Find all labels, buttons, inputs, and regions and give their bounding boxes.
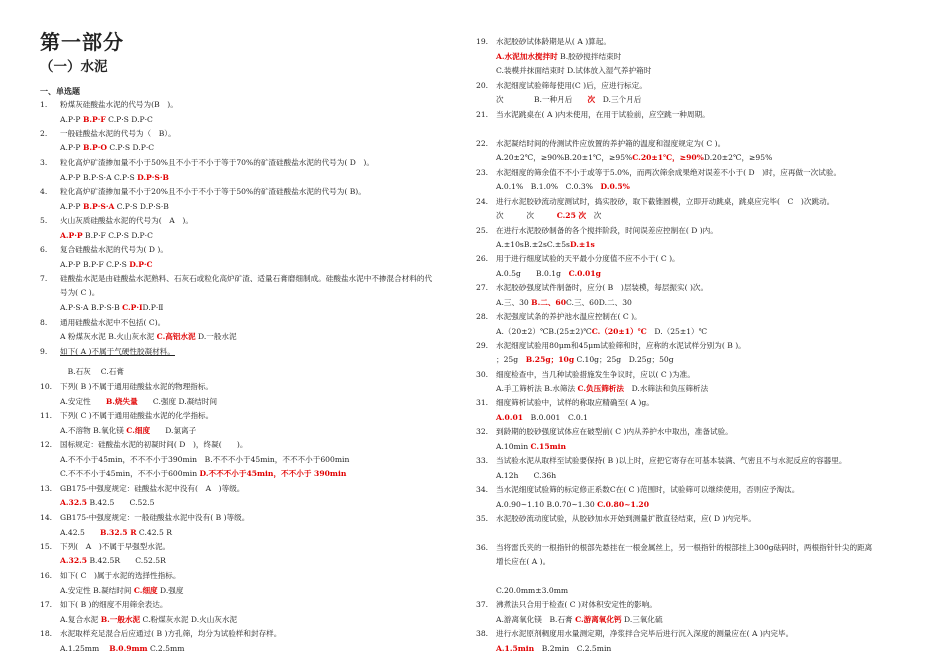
line-text: 水泥胶砂流动度试验，从胶砂加水开始到测量扩散直径结束，应( D )内完毕。 — [496, 514, 756, 523]
question-line — [40, 129, 176, 139]
question-number: 36. — [476, 543, 489, 552]
section-heading: 一、单选题 — [40, 86, 80, 96]
question-number: 17. — [40, 600, 53, 609]
options-line — [40, 231, 153, 241]
line-text: B.42.5R C.52.5R — [87, 556, 166, 565]
answer-highlight: B.P·S·A — [82, 202, 115, 211]
question-line — [476, 398, 654, 408]
options-line — [476, 327, 707, 337]
line-text: 增长应在( A )。 — [496, 557, 551, 566]
answer-highlight: C.游离氧化钙 — [575, 615, 622, 624]
line-text: A.三、30 — [496, 298, 532, 307]
options-line — [40, 498, 154, 508]
question-number: 28. — [476, 312, 489, 321]
line-text: C.P·S D.P·C — [106, 143, 155, 152]
line-text: B.42.5 C.52.5 — [87, 498, 155, 507]
question-number: 29. — [476, 341, 489, 350]
line-text: A.±10sB.±2sC.±5s — [496, 240, 570, 249]
question-number: 14. — [40, 513, 53, 522]
answer-highlight: C.25 次 — [556, 211, 587, 220]
line-text: 细度筛析试验中，试样的称取应精确至( A )g。 — [496, 398, 654, 407]
question-line — [40, 347, 175, 357]
line-text: A.复合水泥 — [60, 615, 101, 624]
question-number: 2. — [40, 129, 48, 138]
options-line — [40, 115, 153, 125]
answer-highlight: D.不不不小于45min，不不小于 390min — [199, 469, 347, 478]
line-text: D.水筛法和负压筛析法 — [624, 384, 709, 393]
question-number: 37. — [476, 600, 489, 609]
options-line — [476, 586, 568, 596]
question-number: 16. — [40, 571, 53, 580]
options-line — [476, 153, 772, 163]
question-number: 8. — [40, 318, 48, 327]
answer-highlight: D.P·C — [129, 260, 153, 269]
options-line — [476, 355, 674, 365]
line-text: C.三、60D.二、30 — [566, 298, 632, 307]
options-line — [40, 332, 237, 342]
question-number: 10. — [40, 382, 53, 391]
question-number: 30. — [476, 370, 489, 379]
answer-highlight: C.（20±1）℃ — [591, 327, 647, 336]
line-text: A.安定性 B.凝结时间 — [60, 586, 134, 595]
question-number: 7. — [40, 274, 48, 283]
line-text: 一般硅酸盐水泥的代号为（ B）。 — [60, 129, 176, 138]
line-text: 下列( B )不属于通用硅酸盐水泥的物理指标。 — [60, 382, 214, 391]
line-text: 用于进行细度试验的天平最小分度值不应不小于( C )。 — [496, 254, 680, 263]
line-text: 火山灰质硅酸盐水泥的代号为( A )。 — [60, 216, 193, 225]
options-line — [40, 303, 163, 313]
line-text: 如下( C )属于水泥的选择性指标。 — [60, 571, 181, 580]
line-text: A.P·P B.P·S·A C.P·S — [60, 173, 138, 182]
answer-highlight: A.P·P — [60, 231, 83, 240]
options-line — [40, 367, 124, 377]
options-line — [40, 644, 184, 654]
question-number: 26. — [476, 254, 489, 263]
answer-highlight: C.0.80~1.20 — [597, 500, 649, 509]
line-text: A.P·P B.P·F C.P·S — [60, 260, 130, 269]
question-line — [476, 283, 708, 293]
line-text: D.（25±1）℃ — [646, 327, 708, 336]
question-line — [476, 139, 725, 149]
line-text: A.42.5 — [60, 528, 100, 537]
options-line — [476, 298, 632, 308]
options-line — [476, 66, 651, 76]
options-line — [40, 173, 169, 183]
line-text: 水泥胶砂试体龄期是从( A )算起。 — [496, 37, 611, 46]
question-number: 1. — [40, 100, 48, 109]
line-text: 进行水泥胶砂流动度测试时，捣实胶砂，取下截锥圆模，立即开动跳桌，跳桌应完毕( C )次跳动。 — [496, 197, 835, 206]
line-text: 当试验水泥从取样至试验要保持( B )以上时，应把它寄存在可基本装满、气密且不与水泥反应的容器里。 — [496, 456, 847, 465]
question-line — [40, 100, 178, 110]
question-number: 18. — [40, 629, 53, 638]
options-line — [476, 413, 588, 423]
question-line — [40, 187, 366, 197]
question-number: 24. — [476, 197, 489, 206]
question-line — [476, 456, 846, 466]
line-text: 水泥胶砂强度试件制备时，应分( B )层装模，每层振实( )次。 — [496, 283, 709, 292]
line-text: 复合硅酸盐水泥的代号为( D )。 — [60, 245, 168, 254]
page-title: 第一部分 — [40, 30, 124, 54]
line-text: 号为( C )。 — [60, 288, 100, 297]
question-line — [40, 245, 168, 255]
question-line — [40, 216, 193, 226]
options-line — [476, 644, 611, 654]
line-text: A.0.90~1.10 B.0.70~1.30 — [496, 500, 598, 509]
line-text: 粒化高炉矿渣掺加量不小于20%且不小于不小于等于50%的矿渣硅酸盐水泥的代号为( B)。 — [60, 187, 366, 196]
line-text: A.P·P — [60, 143, 83, 152]
question-number: 19. — [476, 37, 489, 46]
answer-highlight: A.32.5 — [60, 556, 88, 565]
line-text: 水泥细度试验筛每使用(C )后，应进行标定。 — [496, 81, 647, 90]
options-line — [40, 143, 154, 153]
line-text: 进行水泥原剂稠度用水量测定期，净浆拌合完毕后进行沉入深度的测量应在( A )内完毕。 — [496, 629, 794, 638]
line-text: 次 — [586, 211, 602, 220]
question-line — [476, 629, 793, 639]
line-text: A.1.25mm — [60, 644, 110, 653]
line-text: B.0.001 C.0.1 — [523, 413, 588, 422]
answer-highlight: C.负压筛析法 — [577, 384, 624, 393]
question-number: 12. — [40, 440, 53, 449]
line-text: A.手工筛析法 B.水筛法 — [496, 384, 578, 393]
line-text: C.P·S D.P·C — [105, 115, 153, 124]
options-line — [476, 182, 630, 192]
line-text: C.2.5mm — [147, 644, 185, 653]
line-text: B.胶砂搅拌结束时 — [557, 52, 622, 61]
question-line — [40, 274, 432, 284]
line-text: A.安定性 — [60, 397, 106, 406]
options-line — [476, 211, 601, 221]
question-number: 25. — [476, 226, 489, 235]
line-text: 下列( A )不属于早强型水泥。 — [60, 542, 171, 551]
line-text: 到龄期的胶砂强度试体应在破型前( C )内从养护水中取出，准备试验。 — [496, 427, 733, 436]
line-text: D.强度 — [157, 586, 184, 595]
question-line — [476, 514, 756, 524]
line-text: A.20±2℃，≥90%B.20±1℃，≥95% — [496, 153, 633, 162]
answer-highlight: B.一般水泥 — [100, 615, 141, 624]
question-number: 34. — [476, 485, 489, 494]
question-number: 35. — [476, 514, 489, 523]
line-text: A.游离氧化镁 B.石膏 — [496, 615, 576, 624]
answer-highlight: B.25g；10g — [525, 355, 575, 364]
options-line — [476, 95, 641, 105]
line-text: C.42.5 R — [136, 528, 172, 537]
answer-highlight: A.0.01 — [496, 413, 524, 422]
answer-highlight: C.细度 — [126, 426, 151, 435]
question-line — [476, 81, 647, 91]
options-line — [40, 260, 153, 270]
line-text: C.粉煤灰水泥 D.火山灰水泥 — [140, 615, 238, 624]
options-line — [476, 557, 550, 567]
question-line — [476, 341, 746, 351]
answer-highlight: B.P·O — [82, 143, 107, 152]
options-line — [40, 202, 169, 212]
question-line — [476, 600, 657, 610]
line-text: A.P·P — [60, 115, 83, 124]
question-line — [476, 427, 733, 437]
question-number: 23. — [476, 168, 489, 177]
options-line — [476, 240, 595, 250]
line-text: C.20.0mm±3.0mm — [496, 586, 569, 595]
line-text: 次 B.一种月后 — [496, 95, 588, 104]
line-text: D.三氧化硫 — [621, 615, 663, 624]
line-text: A.P·S·A B.P·S·B — [60, 303, 123, 312]
question-line — [40, 600, 167, 610]
options-line — [476, 269, 601, 279]
options-line — [40, 615, 237, 625]
question-number: 33. — [476, 456, 489, 465]
line-text: 沸煮法只合用于检查( C )对体积安定性的影响。 — [496, 600, 657, 609]
question-line — [40, 440, 247, 450]
line-text: 国标规定：硅酸盐水泥的初凝时间( D )，终凝( )。 — [60, 440, 248, 449]
question-line — [476, 543, 872, 553]
line-text: 粒化高炉矿渣掺加量不小于50%且不小于不小于等于70%的矿渣硅酸盐水泥的代号为( D )。 — [60, 158, 374, 167]
line-text: 通用硅酸盐水泥中不包括( C)。 — [60, 318, 166, 327]
question-line — [40, 542, 170, 552]
line-text: A.10min — [496, 442, 531, 451]
options-line — [40, 426, 196, 436]
answer-highlight: D.P·S·B — [137, 173, 169, 182]
line-text: D.一般水泥 — [195, 332, 237, 341]
line-text: 当水泥细度试验筛的标定修正系数C在( C )范围时，试验筛可以继续使用，否则应予淘汰。 — [496, 485, 800, 494]
line-text: D.氯离子 — [150, 426, 197, 435]
question-number: 13. — [40, 484, 53, 493]
line-text: B.P·F C.P·S D.P·C — [82, 231, 153, 240]
options-line — [40, 528, 172, 538]
answer-highlight: A.32.5 — [60, 498, 88, 507]
answer-highlight: B.32.5 R — [100, 528, 137, 537]
answer-highlight: C.P·Ⅰ — [122, 303, 143, 312]
question-line — [476, 197, 834, 207]
answer-highlight: A.1.5min — [496, 644, 535, 653]
question-line — [476, 37, 611, 47]
question-line — [40, 158, 374, 168]
question-line — [476, 168, 841, 178]
line-text: A.0.5g B.0.1g — [496, 269, 569, 278]
line-text: D.三个月后 — [595, 95, 642, 104]
question-number: 22. — [476, 139, 489, 148]
line-text: C.不不不小于45min，不不小于600min — [60, 469, 200, 478]
question-line — [40, 571, 180, 581]
question-line — [476, 226, 718, 236]
answer-highlight: B.烧失量 — [105, 397, 138, 406]
line-text: 水泥细度试验用80μm和45μm试验筛和时，应称的水泥试样分别为( B )。 — [496, 341, 746, 350]
line-text: 水泥细度的筛余值不不小于或等于5.0%，而两次筛余成果绝对误差不小于( D )时，应再做一次试验。 — [496, 168, 842, 177]
line-text: 细度检查中，当几种试验措施发生争议时，应以( C )为准。 — [496, 370, 695, 379]
line-text: A.12h C.36h — [496, 471, 557, 480]
options-line — [476, 442, 566, 452]
line-text: A 粉煤灰水泥 B.火山灰水泥 — [60, 332, 157, 341]
answer-highlight: B.P·F — [82, 115, 106, 124]
line-text: 如下( B )的细度不用筛余表达。 — [60, 600, 168, 609]
answer-highlight: D.0.5% — [600, 182, 630, 191]
line-text: B.石灰 C.石膏 — [60, 367, 124, 376]
question-number: 4. — [40, 187, 48, 196]
question-number: 31. — [476, 398, 489, 407]
question-number: 3. — [40, 158, 48, 167]
line-text: 在进行水泥胶砂制备的各个搅拌阶段，时间误差应控制在( D )内。 — [496, 226, 718, 235]
options-line — [40, 586, 183, 596]
line-text: GB175-中强度规定：硅酸盐水泥中没有( A )等级。 — [60, 484, 245, 493]
options-line — [40, 469, 346, 479]
answer-highlight: C.20±1℃，≥90% — [632, 153, 704, 162]
question-line — [476, 254, 680, 264]
question-number: 27. — [476, 283, 489, 292]
question-number: 5. — [40, 216, 48, 225]
question-line — [476, 312, 642, 322]
line-text: A.0.1% B.1.0% C.0.3% — [496, 182, 601, 191]
line-text: 当水泥跳桌在( A )内未使用，在用于试验前，应空跳一种周期。 — [496, 110, 710, 119]
options-line — [40, 397, 217, 407]
question-line — [476, 370, 695, 380]
line-text: D.P·Ⅱ — [142, 303, 164, 312]
question-number: 15. — [40, 542, 53, 551]
question-number: 21. — [476, 110, 489, 119]
question-line — [40, 484, 244, 494]
options-line — [40, 556, 166, 566]
question-line — [40, 513, 249, 523]
question-line — [40, 629, 281, 639]
line-text: C.装模并抹面结束时 D.试体放入湿气养护箱时 — [496, 66, 652, 75]
question-line — [40, 382, 213, 392]
question-line — [476, 110, 710, 120]
answer-highlight: C.0.01g — [568, 269, 601, 278]
answer-highlight: C.细度 — [133, 586, 158, 595]
line-text: 水泥取样充足混合后应通过( B )方孔筛，均分为试验样和封存样。 — [60, 629, 282, 638]
line-text: A.P·P — [60, 202, 83, 211]
line-text: D.20±2℃，≥95% — [703, 153, 773, 162]
line-text: 次 次 — [496, 211, 557, 220]
line-text: ；25g — [496, 355, 526, 364]
line-text: C.强度 D.凝结时间 — [137, 397, 218, 406]
answer-highlight: 次 — [587, 95, 596, 104]
question-number: 38. — [476, 629, 489, 638]
question-number: 6. — [40, 245, 48, 254]
line-text: C.P·S D.P·S·B — [114, 202, 169, 211]
question-number: 11. — [40, 411, 53, 420]
options-line — [40, 455, 349, 465]
answer-highlight: B.二、60 — [531, 298, 566, 307]
options-line — [476, 52, 621, 62]
section-subtitle: （一）水泥 — [40, 59, 108, 75]
options-line — [40, 288, 99, 298]
answer-highlight: C.高铝水泥 — [156, 332, 196, 341]
line-text: A.不溶物 B.氧化镁 — [60, 426, 127, 435]
line-text: B.2min C.2.5min — [534, 644, 612, 653]
line-text: 当将雷氏夹的一根指针的根部先悬挂在一根金属丝上，另一根指针的根部挂上300g砝码时，两根指针针尖的距离 — [496, 543, 873, 552]
options-line — [476, 615, 663, 625]
line-text: GB175-中强度规定：一般硅酸盐水泥中没有( B )等级。 — [60, 513, 250, 522]
options-line — [476, 471, 556, 481]
answer-highlight: A.水泥加水搅拌时 — [496, 52, 558, 61]
answer-highlight: D.±1s — [569, 240, 595, 249]
answer-highlight: B.0.9mm — [109, 644, 148, 653]
answer-highlight: C.15min — [530, 442, 567, 451]
line-text: 下列( C )不属于通用硅酸盐水泥的化学指标。 — [60, 411, 214, 420]
question-line — [40, 318, 165, 328]
line-text: 水泥强度试条的养护池水温应控制在( C )。 — [496, 312, 642, 321]
question-number: 9. — [40, 347, 48, 356]
line-text: 如下( A )不属于气硬性胶凝材料。 — [60, 347, 175, 356]
line-text: A.（20±2）℃B.(25±2)℃ — [496, 327, 592, 336]
line-text: C.10g；25g D.25g；50g — [574, 355, 674, 364]
question-line — [40, 411, 213, 421]
line-text: A.不不小于45min，不不不小于390min B.不不不小于45min，不不不小于600min — [60, 455, 350, 464]
question-number: 32. — [476, 427, 489, 436]
question-number: 20. — [476, 81, 489, 90]
question-line — [476, 485, 799, 495]
line-text: 水泥凝结时间的侍测试件应放置的养护箱的温度和湿度规定为( C )。 — [496, 139, 726, 148]
options-line — [476, 384, 708, 394]
line-text: 硅酸盐水泥是由硅酸盐水泥熟料、石灰石或粒化高炉矿渣、适量石膏磨细制成。硅酸盐水泥中不掺混合材料的代 — [60, 274, 433, 283]
line-text: 粉煤灰硅酸盐水泥的代号为(B )。 — [60, 100, 178, 109]
options-line — [476, 500, 649, 510]
